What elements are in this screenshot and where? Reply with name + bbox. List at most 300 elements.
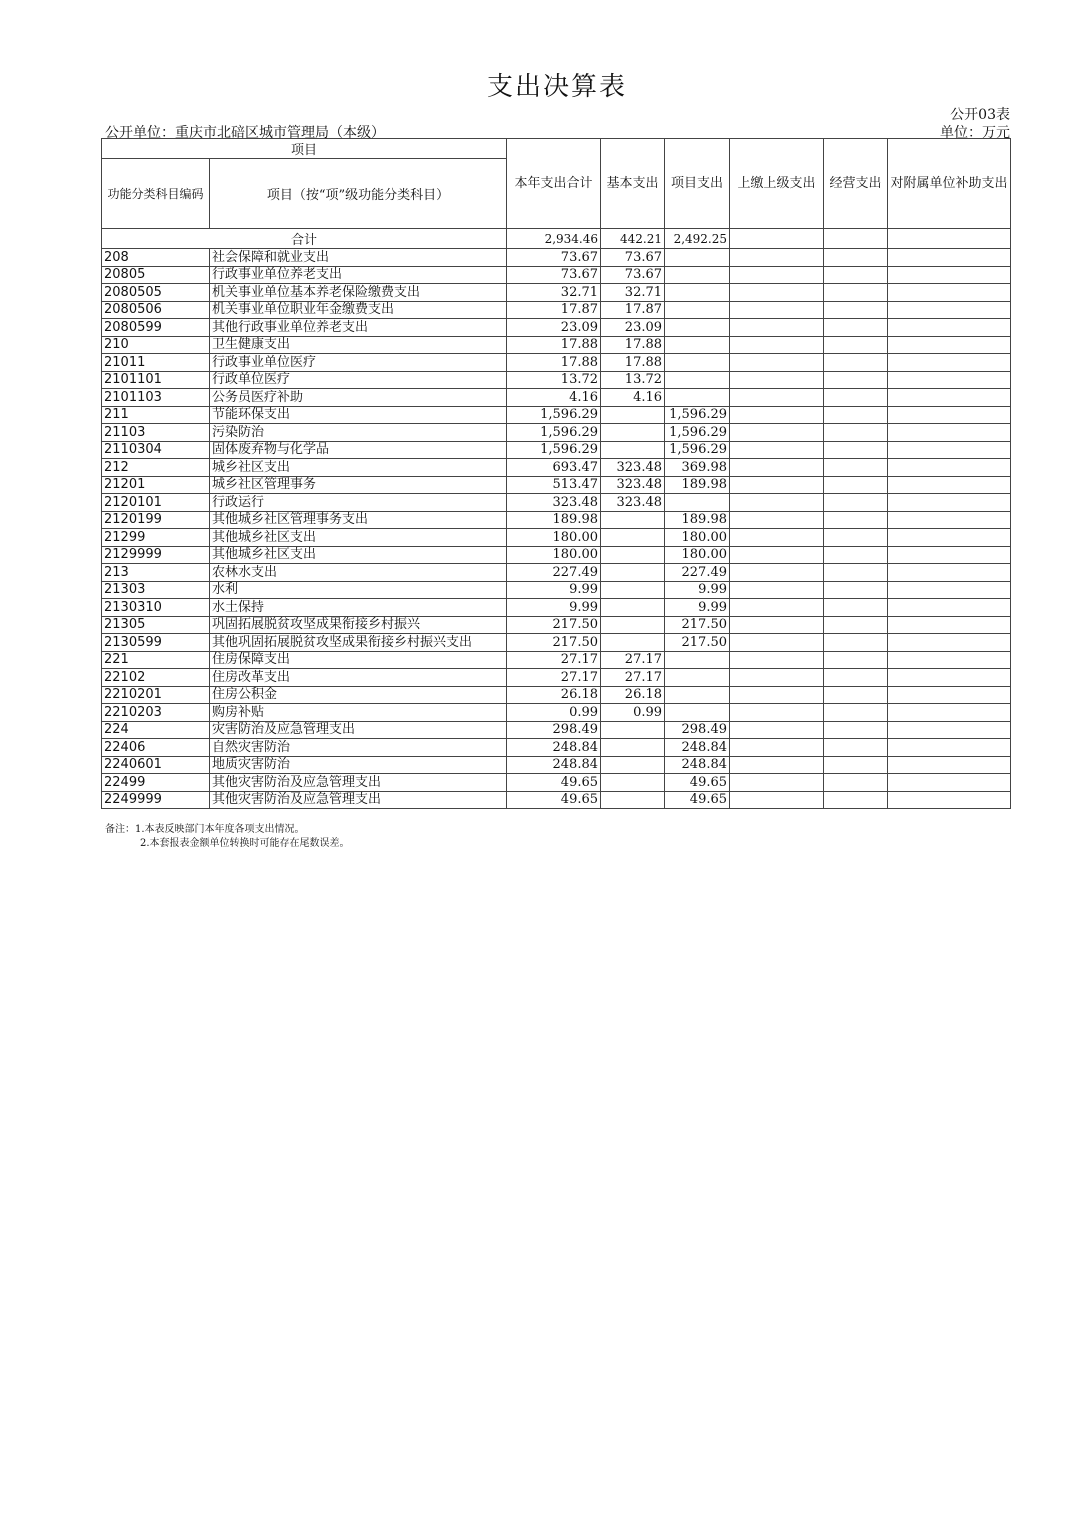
cell-subsidiary: [888, 546, 1011, 564]
cell-basic: 27.17: [601, 669, 665, 687]
cell-total: 17.88: [507, 336, 601, 354]
cell-code: 22406: [102, 739, 210, 757]
cell-total: 32.71: [507, 284, 601, 302]
cell-basic: 4.16: [601, 389, 665, 407]
cell-code: 2129999: [102, 546, 210, 564]
form-number: 公开03表: [950, 107, 1010, 123]
cell-upper: [730, 686, 824, 704]
cell-total: 217.50: [507, 616, 601, 634]
table-row: [102, 599, 1011, 617]
cell-name: 公务员医疗补助: [210, 389, 507, 407]
cell-total: 189.98: [507, 511, 601, 529]
cell-upper: [730, 669, 824, 687]
cell-upper: [730, 406, 824, 424]
cell-upper: [730, 441, 824, 459]
cell-basic: [601, 529, 665, 547]
cell-total: 1,596.29: [507, 406, 601, 424]
cell-project: [665, 669, 730, 687]
cell-business: [824, 389, 888, 407]
total-upper: [730, 229, 824, 249]
cell-project: [665, 249, 730, 267]
cell-subsidiary: [888, 249, 1011, 267]
cell-code: 2120199: [102, 511, 210, 529]
cell-business: [824, 634, 888, 652]
table-row: [102, 581, 1011, 599]
cell-basic: 17.88: [601, 336, 665, 354]
cell-basic: [601, 634, 665, 652]
cell-code: 224: [102, 721, 210, 739]
cell-business: [824, 791, 888, 809]
cell-total: 180.00: [507, 529, 601, 547]
cell-business: [824, 441, 888, 459]
cell-total: 9.99: [507, 599, 601, 617]
cell-upper: [730, 791, 824, 809]
cell-subsidiary: [888, 284, 1011, 302]
cell-upper: [730, 389, 824, 407]
cell-subsidiary: [888, 616, 1011, 634]
table-row: [102, 704, 1011, 722]
cell-project: [665, 389, 730, 407]
cell-total: 0.99: [507, 704, 601, 722]
cell-basic: 73.67: [601, 266, 665, 284]
cell-subsidiary: [888, 354, 1011, 372]
cell-total: 217.50: [507, 634, 601, 652]
cell-name: 固体废弃物与化学品: [210, 441, 507, 459]
cell-business: [824, 739, 888, 757]
cell-code: 22499: [102, 774, 210, 792]
cell-code: 2080506: [102, 301, 210, 319]
cell-name: 住房公积金: [210, 686, 507, 704]
table-row: [102, 739, 1011, 757]
cell-basic: 323.48: [601, 476, 665, 494]
cell-project: 1,596.29: [665, 441, 730, 459]
cell-total: 4.16: [507, 389, 601, 407]
cell-project: 189.98: [665, 476, 730, 494]
cell-total: 27.17: [507, 651, 601, 669]
cell-basic: 323.48: [601, 459, 665, 477]
cell-code: 20805: [102, 266, 210, 284]
cell-code: 2210201: [102, 686, 210, 704]
cell-upper: [730, 721, 824, 739]
table-row: [102, 424, 1011, 442]
cell-business: [824, 686, 888, 704]
cell-project: 217.50: [665, 616, 730, 634]
cell-business: [824, 529, 888, 547]
cell-name: 污染防治: [210, 424, 507, 442]
cell-business: [824, 494, 888, 512]
cell-business: [824, 651, 888, 669]
cell-upper: [730, 511, 824, 529]
cell-total: 49.65: [507, 774, 601, 792]
cell-subsidiary: [888, 511, 1011, 529]
cell-name: 水土保持: [210, 599, 507, 617]
cell-total: 73.67: [507, 266, 601, 284]
cell-code: 2080505: [102, 284, 210, 302]
table-row: [102, 546, 1011, 564]
table-row: [102, 686, 1011, 704]
cell-code: 21011: [102, 354, 210, 372]
cell-subsidiary: [888, 704, 1011, 722]
cell-basic: [601, 774, 665, 792]
cell-name: 其他灾害防治及应急管理支出: [210, 791, 507, 809]
cell-upper: [730, 616, 824, 634]
table-row: [102, 564, 1011, 582]
cell-name: 机关事业单位职业年金缴费支出: [210, 301, 507, 319]
table-row: [102, 511, 1011, 529]
table-row: [102, 791, 1011, 809]
cell-basic: [601, 424, 665, 442]
table-row: [102, 756, 1011, 774]
cell-upper: [730, 319, 824, 337]
cell-total: 227.49: [507, 564, 601, 582]
cell-business: [824, 599, 888, 617]
cell-name: 节能环保支出: [210, 406, 507, 424]
cell-subsidiary: [888, 634, 1011, 652]
cell-project: [665, 284, 730, 302]
header-upper: 上缴上级支出: [730, 139, 824, 229]
cell-upper: [730, 249, 824, 267]
cell-name: 机关事业单位基本养老保险缴费支出: [210, 284, 507, 302]
cell-total: 1,596.29: [507, 441, 601, 459]
cell-subsidiary: [888, 441, 1011, 459]
header-total: 本年支出合计: [507, 139, 601, 229]
cell-upper: [730, 266, 824, 284]
cell-name: 行政单位医疗: [210, 371, 507, 389]
cell-business: [824, 266, 888, 284]
cell-upper: [730, 494, 824, 512]
cell-basic: [601, 581, 665, 599]
table-row: [102, 441, 1011, 459]
cell-code: 213: [102, 564, 210, 582]
cell-business: [824, 476, 888, 494]
note-2: 2.本套报表金额单位转换时可能存在尾数误差。: [140, 838, 350, 849]
cell-subsidiary: [888, 599, 1011, 617]
cell-total: 27.17: [507, 669, 601, 687]
cell-business: [824, 511, 888, 529]
cell-upper: [730, 284, 824, 302]
money-unit: 单位：万元: [940, 125, 1010, 141]
cell-code: 221: [102, 651, 210, 669]
total-subsidiary: [888, 229, 1011, 249]
cell-code: 21305: [102, 616, 210, 634]
cell-basic: 323.48: [601, 494, 665, 512]
header-basic: 基本支出: [601, 139, 665, 229]
cell-total: 248.84: [507, 756, 601, 774]
cell-basic: [601, 756, 665, 774]
cell-business: [824, 704, 888, 722]
cell-project: 49.65: [665, 774, 730, 792]
cell-code: 2240601: [102, 756, 210, 774]
table-row: [102, 266, 1011, 284]
cell-code: 21299: [102, 529, 210, 547]
expenditure-table: [101, 138, 1011, 809]
cell-code: 2249999: [102, 791, 210, 809]
header-code: 功能分类科目编码: [102, 159, 210, 229]
cell-business: [824, 581, 888, 599]
cell-name: 城乡社区管理事务: [210, 476, 507, 494]
cell-project: 298.49: [665, 721, 730, 739]
cell-business: [824, 249, 888, 267]
cell-name: 水利: [210, 581, 507, 599]
cell-project: 217.50: [665, 634, 730, 652]
cell-upper: [730, 581, 824, 599]
publishing-organization: 公开单位：重庆市北碚区城市管理局（本级）: [105, 125, 385, 141]
table-row: [102, 319, 1011, 337]
cell-basic: 73.67: [601, 249, 665, 267]
table-row: [102, 651, 1011, 669]
cell-code: 2080599: [102, 319, 210, 337]
cell-total: 17.87: [507, 301, 601, 319]
cell-code: 22102: [102, 669, 210, 687]
cell-code: 21201: [102, 476, 210, 494]
cell-project: 180.00: [665, 529, 730, 547]
cell-project: [665, 686, 730, 704]
cell-basic: 13.72: [601, 371, 665, 389]
table-row: [102, 476, 1011, 494]
cell-total: 1,596.29: [507, 424, 601, 442]
table-row: [102, 616, 1011, 634]
cell-code: 2110304: [102, 441, 210, 459]
header-item: 项目: [102, 139, 507, 159]
cell-subsidiary: [888, 564, 1011, 582]
cell-code: 2101103: [102, 389, 210, 407]
cell-basic: [601, 546, 665, 564]
cell-name: 自然灾害防治: [210, 739, 507, 757]
cell-business: [824, 756, 888, 774]
cell-basic: [601, 599, 665, 617]
table-row: [102, 336, 1011, 354]
cell-business: [824, 616, 888, 634]
cell-upper: [730, 529, 824, 547]
cell-total: 180.00: [507, 546, 601, 564]
cell-project: 180.00: [665, 546, 730, 564]
cell-subsidiary: [888, 686, 1011, 704]
cell-subsidiary: [888, 529, 1011, 547]
table-row: [102, 529, 1011, 547]
header-subsidiary: 对附属单位补助支出: [888, 139, 1011, 229]
cell-name: 农林水支出: [210, 564, 507, 582]
cell-upper: [730, 739, 824, 757]
cell-project: [665, 266, 730, 284]
total-project: 2,492.25: [665, 229, 730, 249]
cell-code: 21103: [102, 424, 210, 442]
cell-basic: 32.71: [601, 284, 665, 302]
cell-upper: [730, 371, 824, 389]
cell-business: [824, 721, 888, 739]
cell-basic: [601, 511, 665, 529]
table-row: [102, 389, 1011, 407]
cell-total: 23.09: [507, 319, 601, 337]
cell-subsidiary: [888, 389, 1011, 407]
cell-upper: [730, 301, 824, 319]
cell-subsidiary: [888, 739, 1011, 757]
cell-project: 9.99: [665, 581, 730, 599]
cell-project: [665, 354, 730, 372]
cell-code: 21303: [102, 581, 210, 599]
cell-subsidiary: [888, 459, 1011, 477]
cell-subsidiary: [888, 774, 1011, 792]
cell-total: 17.88: [507, 354, 601, 372]
cell-project: 248.84: [665, 739, 730, 757]
cell-name: 其他城乡社区支出: [210, 529, 507, 547]
cell-project: 1,596.29: [665, 406, 730, 424]
cell-subsidiary: [888, 669, 1011, 687]
cell-basic: [601, 739, 665, 757]
cell-project: 369.98: [665, 459, 730, 477]
cell-upper: [730, 634, 824, 652]
table-row: [102, 721, 1011, 739]
cell-name: 其他灾害防治及应急管理支出: [210, 774, 507, 792]
note-1: 备注：1.本表反映部门本年度各项支出情况。: [105, 824, 305, 835]
cell-total: 298.49: [507, 721, 601, 739]
cell-name: 行政事业单位养老支出: [210, 266, 507, 284]
cell-subsidiary: [888, 756, 1011, 774]
cell-upper: [730, 704, 824, 722]
cell-project: 248.84: [665, 756, 730, 774]
cell-subsidiary: [888, 651, 1011, 669]
cell-subsidiary: [888, 476, 1011, 494]
cell-business: [824, 564, 888, 582]
cell-name: 其他行政事业单位养老支出: [210, 319, 507, 337]
total-business: [824, 229, 888, 249]
table-row: [102, 301, 1011, 319]
cell-basic: [601, 791, 665, 809]
cell-business: [824, 406, 888, 424]
cell-upper: [730, 599, 824, 617]
header-name: 项目（按“项”级功能分类科目）: [210, 159, 507, 229]
table-row: [102, 634, 1011, 652]
cell-subsidiary: [888, 791, 1011, 809]
cell-subsidiary: [888, 581, 1011, 599]
cell-subsidiary: [888, 424, 1011, 442]
cell-basic: 27.17: [601, 651, 665, 669]
cell-name: 其他巩固拓展脱贫攻坚成果衔接乡村振兴支出: [210, 634, 507, 652]
header-project: 项目支出: [665, 139, 730, 229]
cell-code: 2130599: [102, 634, 210, 652]
table-row: [102, 459, 1011, 477]
cell-basic: [601, 441, 665, 459]
cell-basic: [601, 406, 665, 424]
cell-name: 行政运行: [210, 494, 507, 512]
cell-basic: 26.18: [601, 686, 665, 704]
cell-code: 212: [102, 459, 210, 477]
cell-project: 227.49: [665, 564, 730, 582]
cell-project: [665, 651, 730, 669]
cell-subsidiary: [888, 336, 1011, 354]
total-basic: 442.21: [601, 229, 665, 249]
cell-project: [665, 301, 730, 319]
cell-name: 城乡社区支出: [210, 459, 507, 477]
cell-name: 巩固拓展脱贫攻坚成果衔接乡村振兴: [210, 616, 507, 634]
table-row: [102, 354, 1011, 372]
cell-code: 208: [102, 249, 210, 267]
cell-project: 189.98: [665, 511, 730, 529]
cell-project: 9.99: [665, 599, 730, 617]
cell-business: [824, 319, 888, 337]
cell-upper: [730, 354, 824, 372]
cell-subsidiary: [888, 371, 1011, 389]
cell-upper: [730, 424, 824, 442]
cell-name: 住房改革支出: [210, 669, 507, 687]
cell-name: 卫生健康支出: [210, 336, 507, 354]
cell-project: 1,596.29: [665, 424, 730, 442]
cell-name: 购房补贴: [210, 704, 507, 722]
cell-name: 社会保障和就业支出: [210, 249, 507, 267]
cell-basic: [601, 616, 665, 634]
cell-project: [665, 371, 730, 389]
cell-total: 26.18: [507, 686, 601, 704]
cell-business: [824, 459, 888, 477]
cell-business: [824, 546, 888, 564]
cell-basic: 17.88: [601, 354, 665, 372]
cell-upper: [730, 546, 824, 564]
cell-upper: [730, 459, 824, 477]
cell-upper: [730, 651, 824, 669]
cell-basic: [601, 721, 665, 739]
cell-business: [824, 669, 888, 687]
cell-upper: [730, 774, 824, 792]
cell-total: 323.48: [507, 494, 601, 512]
cell-name: 其他城乡社区管理事务支出: [210, 511, 507, 529]
cell-subsidiary: [888, 301, 1011, 319]
cell-business: [824, 336, 888, 354]
cell-subsidiary: [888, 406, 1011, 424]
cell-name: 地质灾害防治: [210, 756, 507, 774]
cell-upper: [730, 756, 824, 774]
cell-project: [665, 704, 730, 722]
cell-name: 其他城乡社区支出: [210, 546, 507, 564]
cell-code: 2210203: [102, 704, 210, 722]
cell-subsidiary: [888, 266, 1011, 284]
cell-code: 211: [102, 406, 210, 424]
table-row: [102, 249, 1011, 267]
table-row: [102, 774, 1011, 792]
table-row: [102, 406, 1011, 424]
cell-project: [665, 494, 730, 512]
cell-total: 513.47: [507, 476, 601, 494]
cell-subsidiary: [888, 494, 1011, 512]
cell-total: 13.72: [507, 371, 601, 389]
table-row: [102, 669, 1011, 687]
cell-project: 49.65: [665, 791, 730, 809]
cell-project: [665, 319, 730, 337]
notes: [105, 823, 350, 851]
cell-name: 行政事业单位医疗: [210, 354, 507, 372]
cell-total: 693.47: [507, 459, 601, 477]
total-row: [102, 229, 1011, 249]
table-row: [102, 284, 1011, 302]
table-row: [102, 371, 1011, 389]
cell-upper: [730, 336, 824, 354]
cell-business: [824, 424, 888, 442]
cell-code: 2120101: [102, 494, 210, 512]
cell-total: 9.99: [507, 581, 601, 599]
cell-business: [824, 284, 888, 302]
table-row: [102, 494, 1011, 512]
header-business: 经营支出: [824, 139, 888, 229]
cell-basic: [601, 564, 665, 582]
page-title: 支出决算表: [486, 72, 627, 102]
cell-total: 73.67: [507, 249, 601, 267]
total-label: 合计: [102, 229, 507, 249]
cell-name: 住房保障支出: [210, 651, 507, 669]
cell-basic: 0.99: [601, 704, 665, 722]
cell-code: 210: [102, 336, 210, 354]
cell-upper: [730, 476, 824, 494]
cell-basic: 23.09: [601, 319, 665, 337]
cell-total: 49.65: [507, 791, 601, 809]
cell-code: 2130310: [102, 599, 210, 617]
